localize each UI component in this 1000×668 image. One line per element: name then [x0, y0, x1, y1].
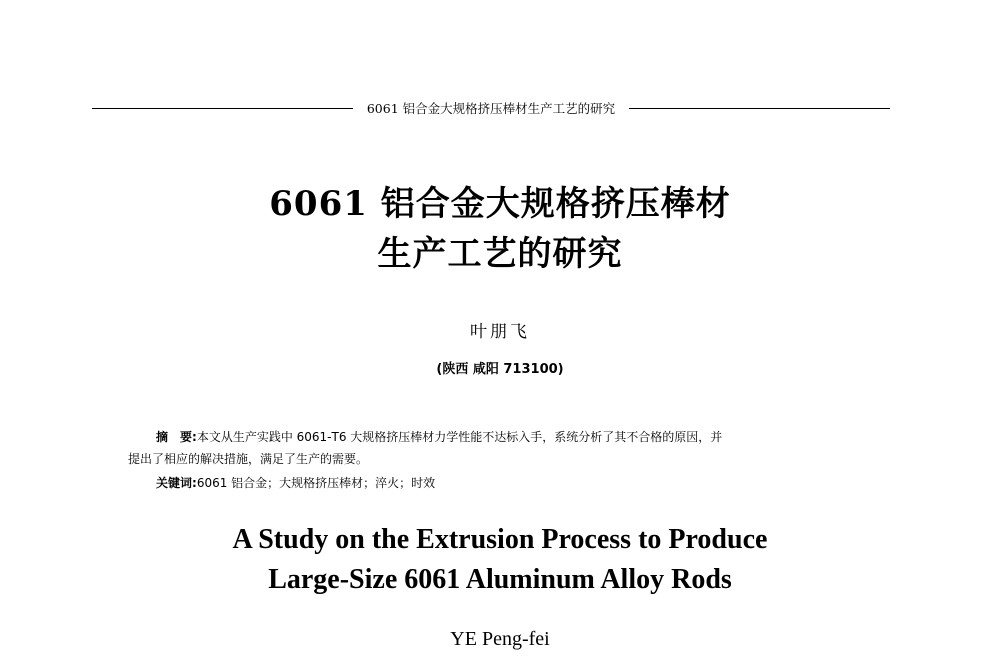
abstract-line1	[128, 426, 873, 448]
header-rule-right	[629, 108, 890, 109]
author-cn: 叶朋飞	[470, 322, 530, 342]
affiliation-cn: (陕西 咸阳 713100)	[436, 362, 564, 377]
abstract-label: 摘 要:	[156, 430, 197, 444]
running-header-title: 6061 铝合金大规格挤压棒材生产工艺的研究	[366, 101, 616, 116]
header-rule-left	[92, 108, 353, 109]
keywords-label: 关键词:	[156, 476, 197, 490]
keywords	[156, 474, 435, 491]
title-cn-line2: 生产工艺的研究	[377, 234, 623, 274]
title-cn-line1: 6061 铝合金大规格挤压棒材	[269, 184, 731, 224]
running-header	[92, 98, 890, 118]
title-en-line1: A Study on the Extrusion Process to Produce	[232, 524, 768, 555]
author-en: YE Peng-fei	[450, 628, 550, 650]
keywords-text: 6061 铝合金；大规格挤压棒材；淬火；时效	[196, 476, 436, 490]
abstract	[128, 426, 873, 470]
abstract-text-line1: 本文从生产实践中 6061-T6 大规格挤压棒材力学性能不达标入手，系统分析了其不合格的原因，并	[196, 430, 723, 444]
title-en-line2: Large-Size 6061 Aluminum Alloy Rods	[268, 564, 732, 595]
abstract-text-line2: 提出了相应的解决措施，满足了生产的需要。	[128, 452, 369, 466]
